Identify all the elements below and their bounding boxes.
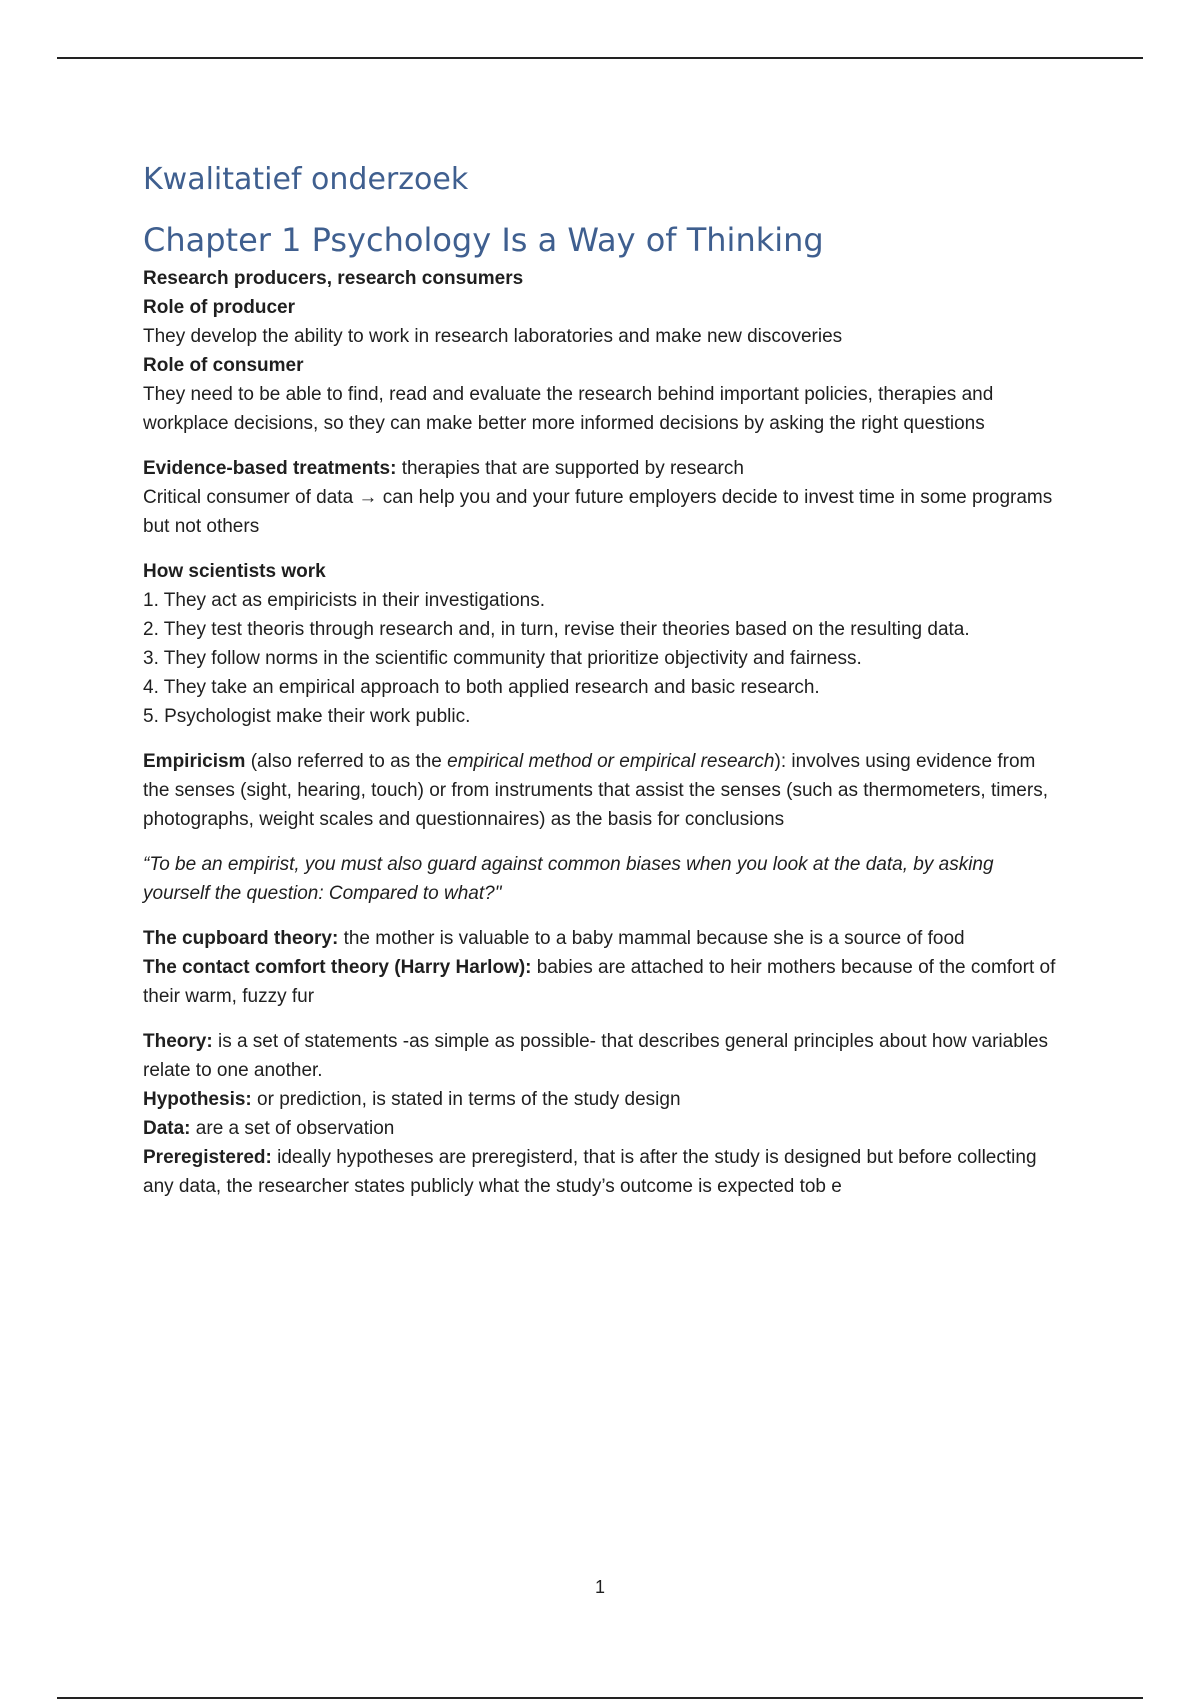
evidence-definition: therapies that are supported by research bbox=[396, 458, 744, 479]
scientists-section bbox=[143, 557, 1063, 731]
evidence-term: Evidence-based treatments: bbox=[143, 458, 397, 479]
critical-consumer-text: Critical consumer of data → can help you and your future employers decide to invest time in some programs but not others bbox=[143, 487, 1053, 537]
scientists-list bbox=[143, 586, 1063, 731]
producer-text: They develop the ability to work in research laboratories and make new discoveries bbox=[143, 326, 843, 347]
cupboard-text: the mother is valuable to a baby mammal because she is a source of food bbox=[338, 928, 965, 949]
producer-label: Role of producer bbox=[143, 297, 296, 318]
data-paragraph bbox=[143, 1114, 1063, 1143]
list-item: 5. Psychologist make their work public. bbox=[143, 706, 471, 727]
theory-text: is a set of statements -as simple as possible- that describes general principles about how variables relate to one another. bbox=[143, 1031, 1049, 1081]
empiricism-pre: (also referred to as the bbox=[245, 751, 448, 772]
intro-heading: Research producers, research consumers bbox=[143, 268, 524, 289]
hypothesis-term: Hypothesis: bbox=[143, 1089, 252, 1110]
definitions-section bbox=[143, 1027, 1063, 1201]
theory-term: Theory: bbox=[143, 1031, 213, 1052]
data-term: Data: bbox=[143, 1118, 191, 1139]
hypothesis-text: or prediction, is stated in terms of the study design bbox=[251, 1089, 681, 1110]
document-body bbox=[143, 160, 1063, 1201]
theories-section bbox=[143, 924, 1063, 1011]
contact-text: babies are attached to heir mothers because of the comfort of their warm, fuzzy fur bbox=[143, 957, 1056, 1007]
contact-paragraph bbox=[143, 953, 1063, 1011]
footer-rule bbox=[57, 1697, 1143, 1699]
evidence-section bbox=[143, 454, 1063, 541]
empiricism-term: Empiricism bbox=[143, 751, 246, 772]
consumer-label: Role of consumer bbox=[143, 355, 304, 376]
list-item: 4. They take an empirical approach to both applied research and basic research. bbox=[143, 677, 820, 698]
consumer-text: They need to be able to find, read and evaluate the research behind important policies, therapies and workplace decisions, so they can make better more informed decisions by asking the right questions bbox=[143, 384, 994, 434]
cupboard-term: The cupboard theory: bbox=[143, 928, 339, 949]
list-item: 3. They follow norms in the scientific community that prioritize objectivity and fairness. bbox=[143, 648, 862, 669]
scientists-heading: How scientists work bbox=[143, 561, 326, 582]
hypothesis-paragraph bbox=[143, 1085, 1063, 1114]
preregistered-paragraph bbox=[143, 1143, 1063, 1201]
preregistered-text: ideally hypotheses are preregisterd, that is after the study is designed but before collecting any data, the researcher states publicly what the study’s outcome is expected tob e bbox=[143, 1147, 1037, 1197]
list-item: 1. They act as empiricists in their investigations. bbox=[143, 590, 545, 611]
page-number: 1 bbox=[594, 1577, 605, 1597]
quote-paragraph: “To be an empirist, you must also guard against common biases when you look at the data, by asking yourself the question: Compared to what?" bbox=[143, 854, 994, 904]
intro-section bbox=[143, 264, 1063, 438]
contact-term: The contact comfort theory (Harry Harlow): bbox=[143, 957, 532, 978]
list-item: 2. They test theoris through research and, in turn, revise their theories based on the resulting data. bbox=[143, 619, 970, 640]
evidence-paragraph bbox=[143, 454, 1063, 483]
chapter-heading: Chapter 1 Psychology Is a Way of Thinking bbox=[143, 221, 824, 259]
empiricism-post: ): involves using evidence from the senses (sight, hearing, touch) or from instruments that assist the senses (such as thermometers, timers, photographs, weight scales and questionnaires) as the basis for conclusions bbox=[143, 751, 1048, 830]
preregistered-term: Preregistered: bbox=[143, 1147, 272, 1168]
empiricism-paragraph bbox=[143, 747, 1063, 834]
cupboard-paragraph bbox=[143, 924, 1063, 953]
theory-paragraph bbox=[143, 1027, 1063, 1085]
document-title: Kwalitatief onderzoek bbox=[143, 162, 469, 197]
data-text: are a set of observation bbox=[190, 1118, 395, 1139]
empiricism-italic: empirical method or empirical research bbox=[447, 751, 775, 772]
header-rule bbox=[57, 57, 1143, 59]
